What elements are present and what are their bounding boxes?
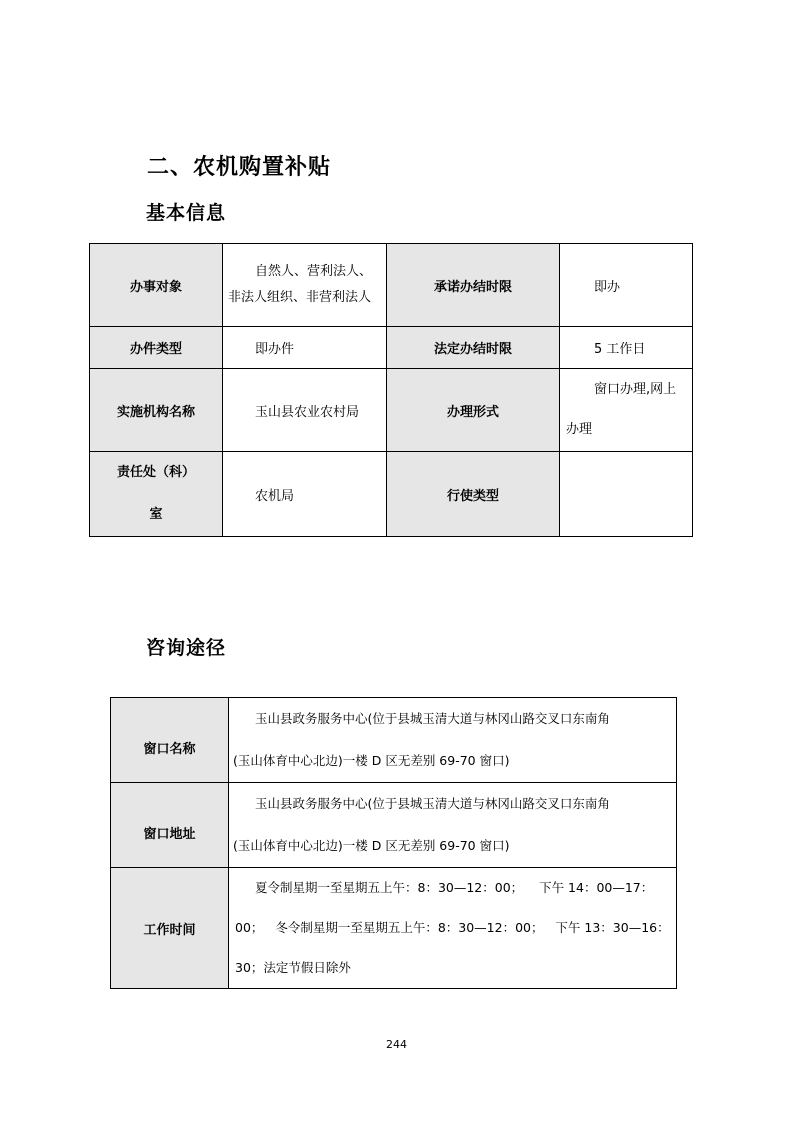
value-promised-time: 即办: [560, 244, 693, 327]
label-responsible-office: 责任处（科） 室: [90, 452, 223, 537]
table-row: [90, 452, 693, 537]
basic-info-title: 基本信息: [146, 202, 227, 224]
basic-info-table: [89, 243, 693, 537]
table-row: [90, 244, 693, 327]
consult-table: [110, 697, 677, 989]
value-working-hours: 夏令制星期一至星期五上午：8：30—12：00； 下午 14：00—17： 00； 冬令制星期一至星期五上午：8：30—12：00； 下午 13：30—16： 30；法定节假日除外: [229, 868, 677, 989]
value-window-name: 玉山县政务服务中心(位于县城玉清大道与林冈山路交叉口东南角 (玉山体育中心北边)一楼 D 区无差别 69-70 窗口): [229, 698, 677, 783]
table-row: [90, 327, 693, 369]
page-heading: 二、农机购置补贴: [147, 155, 332, 180]
value-handling-form: 窗口办理,网上 办理: [560, 369, 693, 452]
label-promised-time: 承诺办结时限: [387, 244, 560, 327]
label-case-type: 办件类型: [90, 327, 223, 369]
label-target: 办事对象: [90, 244, 223, 327]
label-window-address: 窗口地址: [111, 783, 229, 868]
consult-title: 咨询途径: [146, 637, 227, 659]
value-responsible-office: 农机局: [223, 452, 387, 537]
label-legal-time: 法定办结时限: [387, 327, 560, 369]
value-case-type: 即办件: [223, 327, 387, 369]
label-exercise-type: 行使类型: [387, 452, 560, 537]
table-row: [111, 868, 677, 989]
value-target: 自然人、营利法人、 非法人组织、非营利法人: [223, 244, 387, 327]
table-row: [111, 698, 677, 783]
value-legal-time: 5 工作日: [560, 327, 693, 369]
table-row: [90, 369, 693, 452]
label-agency: 实施机构名称: [90, 369, 223, 452]
label-handling-form: 办理形式: [387, 369, 560, 452]
label-window-name: 窗口名称: [111, 698, 229, 783]
table-row: [111, 783, 677, 868]
label-working-hours: 工作时间: [111, 868, 229, 989]
value-agency: 玉山县农业农村局: [223, 369, 387, 452]
page-number: 244: [386, 1038, 407, 1051]
value-window-address: 玉山县政务服务中心(位于县城玉清大道与林冈山路交叉口东南角 (玉山体育中心北边)一楼 D 区无差别 69-70 窗口): [229, 783, 677, 868]
value-exercise-type: [560, 452, 693, 537]
